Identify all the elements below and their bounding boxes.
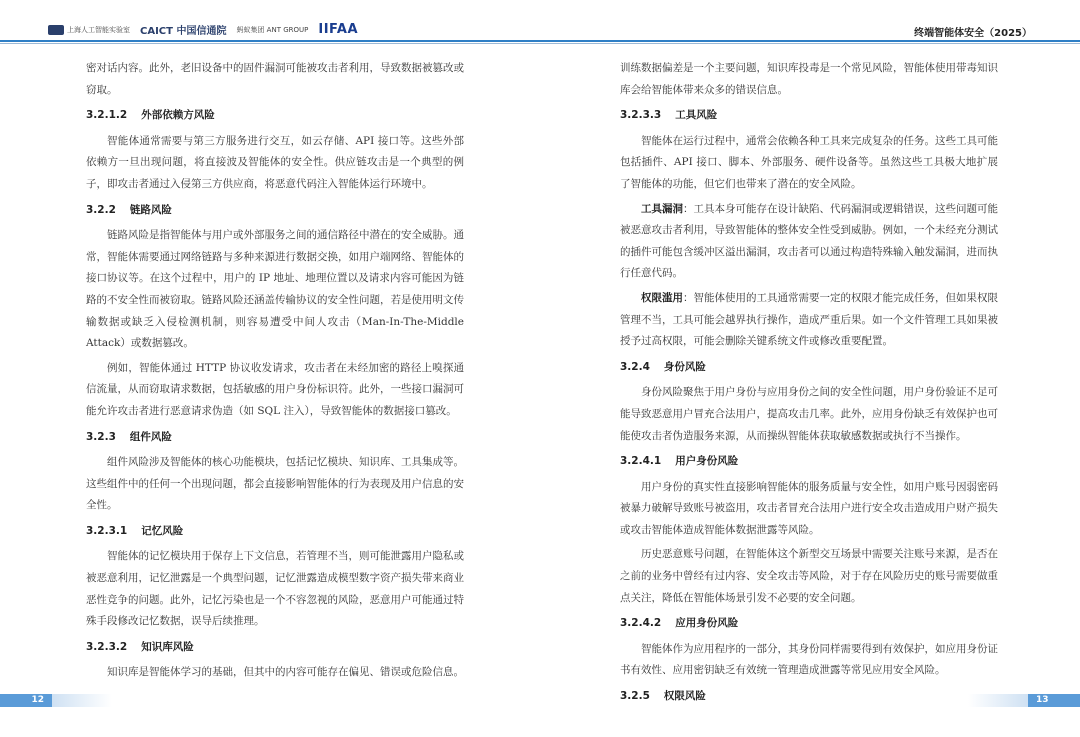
right-page-number-bar — [1028, 694, 1080, 707]
left-page-number-bar — [0, 694, 52, 707]
left-page-column — [86, 58, 464, 687]
section-heading: 3.2.3 组件风险 — [86, 430, 172, 443]
paragraph: 训练数据偏差是一个主要问题，知识库投毒是一个常见风险，智能体使用带毒知识库会给智能体带来众多的错误信息。 — [620, 62, 998, 96]
paragraph: 密对话内容。此外，老旧设备中的固件漏洞可能被攻击者利用，导致数据被篡改或窃取。 — [86, 62, 464, 96]
section-heading: 3.2.1.2 外部依赖方风险 — [86, 109, 215, 122]
header-rule-thin — [0, 43, 1080, 44]
lab-mark-icon — [48, 25, 64, 35]
logo-strip — [48, 22, 358, 37]
paragraph: 智能体的记忆模块用于保存上下文信息，若管理不当，则可能泄露用户隐私或被恶意利用，记忆泄露是一个典型问题，记忆泄露造成模型数字资产损失带来商业恶性竞争的问题。此外，记忆污染也是一个不容忽视的风险，恶意用户可能通过特殊手段修改记忆数据，误导后续推理。 — [86, 550, 464, 628]
caict-logo: CAICT 中国信通院 — [140, 26, 227, 37]
bar-fade — [968, 694, 1028, 707]
paragraph: 智能体通常需要与第三方服务进行交互，如云存储、API 接口等。这些外部依赖方一旦出现问题，将直接波及智能体的安全性。供应链攻击是一个典型的例子，即攻击者通过入侵第三方供应商，将恶意代码注入智能体运行环境中。 — [86, 134, 464, 190]
section-heading: 3.2.4.1 用户身份风险 — [620, 455, 739, 468]
section-heading: 3.2.3.1 记忆风险 — [86, 524, 184, 537]
paragraph: 智能体作为应用程序的一部分，其身份同样需要得到有效保护，如应用身份证书有效性、应用密钥缺乏有效统一管理造成泄露等常见应用安全风险。 — [620, 642, 998, 677]
header-rule — [0, 40, 1080, 42]
shanghai-ai-lab-logo: 上海人工智能实验室 — [48, 25, 130, 35]
page-number: 13 — [1036, 695, 1049, 705]
antgroup-logo: 蚂蚁集团 ANT GROUP — [236, 25, 309, 34]
page-number: 12 — [31, 695, 44, 705]
page-header — [0, 0, 1080, 44]
paragraph: 知识库是智能体学习的基础，但其中的内容可能存在偏见、错误或危险信息。 — [107, 666, 464, 679]
right-page-column — [620, 58, 998, 712]
ifaa-logo: IIFAA — [318, 22, 359, 37]
paragraph: 智能体在运行过程中，通常会依赖各种工具来完成复杂的任务。这些工具可能包括插件、API 接口、脚本、外部服务、硬件设备等。虽然这些工具极大地扩展了智能体的功能，但它们也带来了潜在的安全风险。 — [620, 134, 998, 190]
paragraph: 身份风险聚焦于用户身份与应用身份之间的安全性问题，用户身份验证不足可能导致恶意用户冒充合法用户，提高攻击几率。此外，应用身份缺乏有效保护也可能使攻击者伪造服务来源，从而操纵智能体获取敏感数据或执行不当操作。 — [620, 386, 998, 442]
report-title: 终端智能体安全（2025） — [914, 28, 1032, 39]
section-heading: 3.2.3.2 知识库风险 — [86, 640, 194, 653]
term-tool-vuln: 工具漏洞 — [641, 202, 683, 215]
paragraph: 历史恶意账号问题，在智能体这个新型交互场景中需要关注账号来源，是否在之前的业务中曾经有过内容、安全攻击等风险，对于存在风险历史的账号需要做重点关注，降低在智能体场景引发不必要的安全问题。 — [620, 548, 998, 604]
paragraph: 组件风险涉及智能体的核心功能模块，包括记忆模块、知识库、工具集成等。这些组件中的任何一个出现问题，都会直接影响智能体的行为表现及用户信息的安全性。 — [86, 456, 464, 512]
paragraph: 工具漏洞：工具本身可能存在设计缺陷、代码漏洞或逻辑错误，这些问题可能被恶意攻击者利用，导致智能体的整体安全性受到威胁。例如，一个未经充分测试的插件可能包含缓冲区溢出漏洞，攻击者可以通过构造特殊输入触发漏洞，进而执行任意代码。 — [620, 202, 998, 280]
paragraph: 例如，智能体通过 HTTP 协议收发请求，攻击者在未经加密的路径上嗅探通信流量，从而窃取请求数据，包括敏感的用户身份标识符。此外，一些接口漏洞可能允许攻击者进行恶意请求伪造（如 SQL 注入），导致智能体的数据接口篡改。 — [86, 361, 464, 417]
section-heading: 3.2.4.2 应用身份风险 — [620, 617, 739, 630]
section-heading: 3.2.2 链路风险 — [86, 203, 172, 216]
paragraph: 权限滥用：智能体使用的工具通常需要一定的权限才能完成任务，但如果权限管理不当，工具可能会越界执行操作，造成严重后果。如一个文件管理工具如果被授予过高权限，可能会删除关键系统文件或修改重要配置。 — [620, 291, 998, 348]
paragraph: 链路风险是指智能体与用户或外部服务之间的通信路径中潜在的安全威胁。通常，智能体需要通过网络链路与多种来源进行数据交换，如用户端网络、智能体的接口协议等。在这个过程中，用户的 IP 地址、地理位置以及请求内容可能因为链路的不安全性而被窃取。链路风险还涵盖传输协议的安全性问题，若是使用明文传输数据或缺乏入侵检测机制，则容易遭受中间人攻击（Man-In-The-Middle Attack）或数据篡改。 — [86, 229, 464, 350]
section-heading: 3.2.3.3 工具风险 — [620, 109, 718, 122]
section-heading: 3.2.5 权限风险 — [620, 690, 706, 703]
bar-fade — [52, 694, 112, 707]
term-permission-abuse: 权限滥用 — [641, 291, 683, 304]
section-heading: 3.2.4 身份风险 — [620, 360, 706, 373]
paragraph: 用户身份的真实性直接影响智能体的服务质量与安全性，如用户账号因弱密码被暴力破解导致账号被盗用，攻击者冒充合法用户进行安全攻击造成用户财产损失或攻击智能体造成智能体数据泄露等风险。 — [620, 480, 998, 536]
